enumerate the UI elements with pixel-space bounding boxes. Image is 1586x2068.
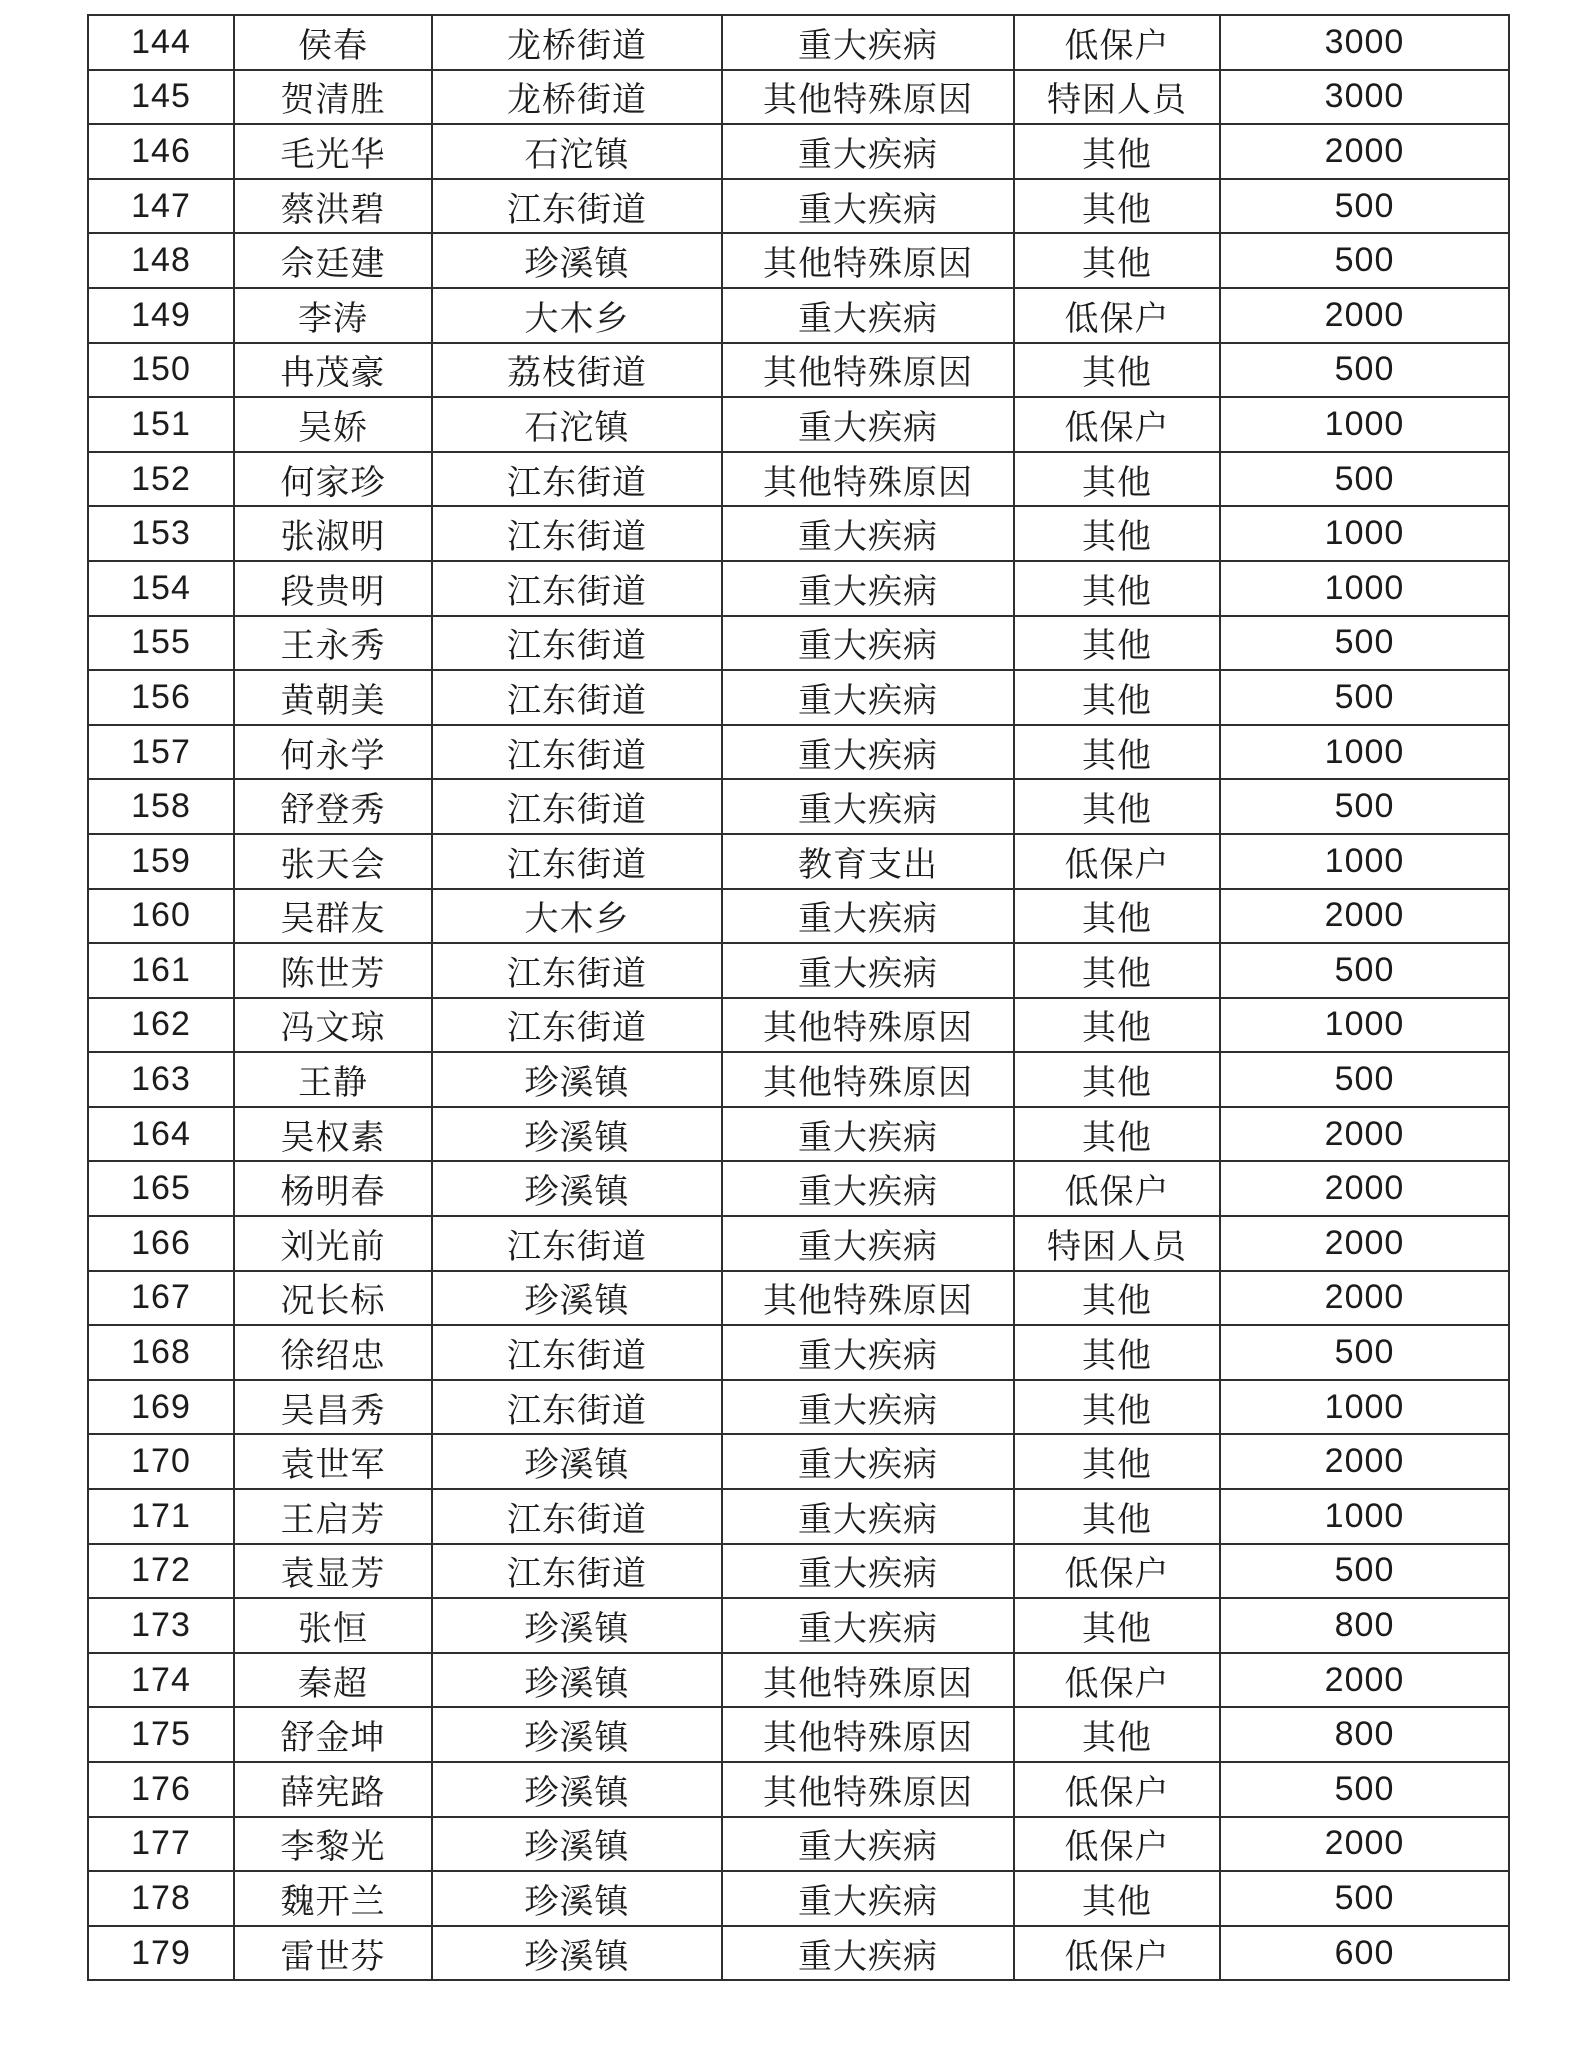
cell-category: 其他 (1014, 725, 1220, 780)
cell-name: 吴权素 (234, 1107, 432, 1162)
cell-amount: 500 (1220, 1762, 1509, 1817)
table-row (88, 779, 1509, 834)
cell-category: 低保户 (1014, 15, 1220, 70)
table-row (88, 1817, 1509, 1872)
cell-name: 张淑明 (234, 506, 432, 561)
table-row (88, 998, 1509, 1053)
table-row (88, 725, 1509, 780)
table-row (88, 1926, 1509, 1981)
cell-category: 低保户 (1014, 288, 1220, 343)
cell-amount: 3000 (1220, 70, 1509, 125)
cell-reason: 重大疾病 (722, 1926, 1014, 1981)
cell-index: 167 (88, 1271, 234, 1326)
cell-amount: 500 (1220, 179, 1509, 234)
cell-index: 151 (88, 397, 234, 452)
cell-name: 吴群友 (234, 889, 432, 944)
cell-reason: 重大疾病 (722, 943, 1014, 998)
cell-town: 龙桥街道 (432, 15, 722, 70)
cell-reason: 重大疾病 (722, 1434, 1014, 1489)
cell-reason: 重大疾病 (722, 779, 1014, 834)
cell-name: 黄朝美 (234, 670, 432, 725)
table-row (88, 288, 1509, 343)
table-row (88, 70, 1509, 125)
cell-index: 164 (88, 1107, 234, 1162)
cell-amount: 500 (1220, 943, 1509, 998)
cell-amount: 3000 (1220, 15, 1509, 70)
cell-category: 其他 (1014, 1871, 1220, 1926)
cell-index: 174 (88, 1653, 234, 1708)
cell-name: 毛光华 (234, 124, 432, 179)
table-row (88, 1762, 1509, 1817)
cell-name: 秦超 (234, 1653, 432, 1708)
table-row (88, 15, 1509, 70)
cell-name: 张恒 (234, 1598, 432, 1653)
cell-reason: 重大疾病 (722, 1817, 1014, 1872)
cell-category: 低保户 (1014, 1817, 1220, 1872)
cell-amount: 2000 (1220, 1434, 1509, 1489)
cell-index: 179 (88, 1926, 234, 1981)
cell-town: 江东街道 (432, 506, 722, 561)
cell-town: 江东街道 (432, 779, 722, 834)
cell-index: 165 (88, 1161, 234, 1216)
cell-amount: 2000 (1220, 1817, 1509, 1872)
cell-amount: 2000 (1220, 1161, 1509, 1216)
cell-name: 王静 (234, 1052, 432, 1107)
cell-index: 161 (88, 943, 234, 998)
cell-name: 王永秀 (234, 616, 432, 671)
cell-name: 魏开兰 (234, 1871, 432, 1926)
cell-reason: 重大疾病 (722, 616, 1014, 671)
cell-index: 162 (88, 998, 234, 1053)
cell-category: 其他 (1014, 124, 1220, 179)
table-row (88, 1161, 1509, 1216)
cell-category: 其他 (1014, 343, 1220, 398)
cell-reason: 重大疾病 (722, 1544, 1014, 1599)
table-row (88, 889, 1509, 944)
table-row (88, 1271, 1509, 1326)
cell-name: 况长标 (234, 1271, 432, 1326)
cell-name: 刘光前 (234, 1216, 432, 1271)
cell-amount: 500 (1220, 233, 1509, 288)
cell-index: 149 (88, 288, 234, 343)
cell-name: 吴娇 (234, 397, 432, 452)
table-row (88, 670, 1509, 725)
cell-amount: 500 (1220, 1544, 1509, 1599)
cell-name: 陈世芳 (234, 943, 432, 998)
table-row (88, 1434, 1509, 1489)
cell-town: 珍溪镇 (432, 1762, 722, 1817)
cell-reason: 重大疾病 (722, 1380, 1014, 1435)
cell-town: 江东街道 (432, 452, 722, 507)
cell-index: 159 (88, 834, 234, 889)
table-row (88, 452, 1509, 507)
cell-category: 其他 (1014, 1598, 1220, 1653)
cell-index: 147 (88, 179, 234, 234)
cell-category: 其他 (1014, 1380, 1220, 1435)
table-row (88, 1052, 1509, 1107)
cell-amount: 2000 (1220, 1271, 1509, 1326)
cell-category: 其他 (1014, 616, 1220, 671)
cell-category: 其他 (1014, 1707, 1220, 1762)
cell-index: 155 (88, 616, 234, 671)
cell-town: 珍溪镇 (432, 1434, 722, 1489)
cell-amount: 500 (1220, 779, 1509, 834)
cell-amount: 500 (1220, 1052, 1509, 1107)
cell-category: 其他 (1014, 179, 1220, 234)
cell-index: 158 (88, 779, 234, 834)
table-row (88, 1653, 1509, 1708)
cell-index: 177 (88, 1817, 234, 1872)
cell-amount: 2000 (1220, 1653, 1509, 1708)
cell-amount: 2000 (1220, 124, 1509, 179)
cell-category: 其他 (1014, 233, 1220, 288)
table-row (88, 1325, 1509, 1380)
cell-name: 舒金坤 (234, 1707, 432, 1762)
cell-name: 张天会 (234, 834, 432, 889)
table-row (88, 1107, 1509, 1162)
cell-name: 冯文琼 (234, 998, 432, 1053)
cell-amount: 800 (1220, 1598, 1509, 1653)
cell-town: 大木乡 (432, 288, 722, 343)
table-row (88, 343, 1509, 398)
cell-amount: 1000 (1220, 1489, 1509, 1544)
cell-index: 176 (88, 1762, 234, 1817)
table-row (88, 834, 1509, 889)
cell-reason: 其他特殊原因 (722, 343, 1014, 398)
cell-category: 特困人员 (1014, 70, 1220, 125)
cell-town: 江东街道 (432, 943, 722, 998)
cell-index: 150 (88, 343, 234, 398)
cell-town: 珍溪镇 (432, 1653, 722, 1708)
cell-category: 低保户 (1014, 1926, 1220, 1981)
cell-reason: 重大疾病 (722, 1489, 1014, 1544)
cell-name: 何家珍 (234, 452, 432, 507)
table-row (88, 616, 1509, 671)
table-body (88, 15, 1509, 1980)
cell-reason: 重大疾病 (722, 179, 1014, 234)
cell-category: 其他 (1014, 670, 1220, 725)
cell-category: 其他 (1014, 1052, 1220, 1107)
cell-town: 江东街道 (432, 616, 722, 671)
cell-index: 153 (88, 506, 234, 561)
cell-category: 其他 (1014, 943, 1220, 998)
cell-index: 154 (88, 561, 234, 616)
cell-index: 144 (88, 15, 234, 70)
cell-index: 172 (88, 1544, 234, 1599)
cell-category: 低保户 (1014, 1762, 1220, 1817)
cell-category: 其他 (1014, 1489, 1220, 1544)
cell-category: 其他 (1014, 1107, 1220, 1162)
cell-town: 江东街道 (432, 834, 722, 889)
cell-index: 171 (88, 1489, 234, 1544)
cell-town: 珍溪镇 (432, 1052, 722, 1107)
cell-name: 薛宪路 (234, 1762, 432, 1817)
table-row (88, 179, 1509, 234)
cell-reason: 重大疾病 (722, 397, 1014, 452)
cell-name: 段贵明 (234, 561, 432, 616)
cell-category: 其他 (1014, 1434, 1220, 1489)
table-row (88, 124, 1509, 179)
cell-category: 其他 (1014, 779, 1220, 834)
cell-name: 蔡洪碧 (234, 179, 432, 234)
table-row (88, 1380, 1509, 1435)
cell-town: 珍溪镇 (432, 1871, 722, 1926)
table-row (88, 1598, 1509, 1653)
cell-index: 145 (88, 70, 234, 125)
cell-index: 173 (88, 1598, 234, 1653)
table-row (88, 233, 1509, 288)
cell-reason: 其他特殊原因 (722, 452, 1014, 507)
cell-name: 冉茂豪 (234, 343, 432, 398)
cell-amount: 500 (1220, 1325, 1509, 1380)
cell-name: 贺清胜 (234, 70, 432, 125)
cell-town: 珍溪镇 (432, 233, 722, 288)
cell-reason: 重大疾病 (722, 1107, 1014, 1162)
cell-category: 低保户 (1014, 397, 1220, 452)
cell-index: 148 (88, 233, 234, 288)
cell-reason: 重大疾病 (722, 124, 1014, 179)
cell-town: 珍溪镇 (432, 1107, 722, 1162)
cell-amount: 500 (1220, 670, 1509, 725)
cell-amount: 500 (1220, 616, 1509, 671)
cell-town: 大木乡 (432, 889, 722, 944)
cell-town: 江东街道 (432, 998, 722, 1053)
cell-index: 152 (88, 452, 234, 507)
table-row (88, 397, 1509, 452)
cell-category: 其他 (1014, 561, 1220, 616)
cell-town: 石沱镇 (432, 124, 722, 179)
cell-name: 雷世芬 (234, 1926, 432, 1981)
cell-index: 170 (88, 1434, 234, 1489)
cell-town: 江东街道 (432, 179, 722, 234)
cell-category: 低保户 (1014, 834, 1220, 889)
cell-reason: 其他特殊原因 (722, 233, 1014, 288)
cell-index: 157 (88, 725, 234, 780)
table-row (88, 506, 1509, 561)
cell-amount: 500 (1220, 1871, 1509, 1926)
cell-index: 146 (88, 124, 234, 179)
cell-reason: 重大疾病 (722, 15, 1014, 70)
cell-reason: 其他特殊原因 (722, 1762, 1014, 1817)
cell-amount: 1000 (1220, 998, 1509, 1053)
cell-name: 杨明春 (234, 1161, 432, 1216)
table-row (88, 943, 1509, 998)
assistance-table (87, 14, 1510, 1981)
cell-amount: 600 (1220, 1926, 1509, 1981)
cell-amount: 1000 (1220, 725, 1509, 780)
table-row (88, 1544, 1509, 1599)
cell-index: 156 (88, 670, 234, 725)
cell-reason: 其他特殊原因 (722, 1707, 1014, 1762)
cell-index: 166 (88, 1216, 234, 1271)
table-row (88, 1489, 1509, 1544)
cell-amount: 1000 (1220, 506, 1509, 561)
cell-category: 特困人员 (1014, 1216, 1220, 1271)
cell-reason: 其他特殊原因 (722, 1271, 1014, 1326)
cell-reason: 重大疾病 (722, 1871, 1014, 1926)
cell-town: 珍溪镇 (432, 1926, 722, 1981)
cell-index: 163 (88, 1052, 234, 1107)
cell-reason: 重大疾病 (722, 1161, 1014, 1216)
cell-amount: 800 (1220, 1707, 1509, 1762)
cell-reason: 重大疾病 (722, 506, 1014, 561)
cell-index: 160 (88, 889, 234, 944)
cell-reason: 其他特殊原因 (722, 1653, 1014, 1708)
cell-category: 低保户 (1014, 1161, 1220, 1216)
cell-town: 龙桥街道 (432, 70, 722, 125)
cell-reason: 重大疾病 (722, 725, 1014, 780)
cell-name: 吴昌秀 (234, 1380, 432, 1435)
cell-town: 江东街道 (432, 561, 722, 616)
cell-reason: 重大疾病 (722, 561, 1014, 616)
cell-name: 李黎光 (234, 1817, 432, 1872)
table-row (88, 561, 1509, 616)
cell-town: 江东街道 (432, 1489, 722, 1544)
cell-name: 李涛 (234, 288, 432, 343)
cell-town: 江东街道 (432, 1216, 722, 1271)
cell-name: 舒登秀 (234, 779, 432, 834)
cell-town: 珍溪镇 (432, 1817, 722, 1872)
cell-reason: 重大疾病 (722, 1216, 1014, 1271)
cell-amount: 2000 (1220, 889, 1509, 944)
cell-reason: 重大疾病 (722, 288, 1014, 343)
table-row (88, 1707, 1509, 1762)
cell-town: 珍溪镇 (432, 1271, 722, 1326)
cell-reason: 其他特殊原因 (722, 998, 1014, 1053)
cell-town: 江东街道 (432, 725, 722, 780)
cell-amount: 2000 (1220, 288, 1509, 343)
cell-category: 其他 (1014, 1271, 1220, 1326)
cell-amount: 1000 (1220, 561, 1509, 616)
cell-reason: 教育支出 (722, 834, 1014, 889)
cell-amount: 1000 (1220, 834, 1509, 889)
cell-amount: 500 (1220, 343, 1509, 398)
cell-index: 168 (88, 1325, 234, 1380)
cell-category: 其他 (1014, 889, 1220, 944)
cell-reason: 重大疾病 (722, 670, 1014, 725)
cell-amount: 2000 (1220, 1107, 1509, 1162)
cell-amount: 500 (1220, 452, 1509, 507)
cell-name: 佘廷建 (234, 233, 432, 288)
cell-reason: 重大疾病 (722, 889, 1014, 944)
cell-name: 侯春 (234, 15, 432, 70)
cell-category: 其他 (1014, 452, 1220, 507)
cell-index: 178 (88, 1871, 234, 1926)
cell-index: 175 (88, 1707, 234, 1762)
cell-index: 169 (88, 1380, 234, 1435)
cell-reason: 其他特殊原因 (722, 70, 1014, 125)
cell-category: 其他 (1014, 998, 1220, 1053)
cell-name: 袁显芳 (234, 1544, 432, 1599)
cell-name: 王启芳 (234, 1489, 432, 1544)
cell-town: 珍溪镇 (432, 1598, 722, 1653)
cell-reason: 其他特殊原因 (722, 1052, 1014, 1107)
cell-town: 江东街道 (432, 1544, 722, 1599)
cell-name: 何永学 (234, 725, 432, 780)
cell-town: 石沱镇 (432, 397, 722, 452)
cell-town: 荔枝街道 (432, 343, 722, 398)
cell-reason: 重大疾病 (722, 1598, 1014, 1653)
cell-name: 徐绍忠 (234, 1325, 432, 1380)
table-row (88, 1216, 1509, 1271)
cell-town: 江东街道 (432, 1325, 722, 1380)
table-row (88, 1871, 1509, 1926)
cell-category: 其他 (1014, 506, 1220, 561)
cell-category: 低保户 (1014, 1544, 1220, 1599)
cell-amount: 2000 (1220, 1216, 1509, 1271)
cell-town: 江东街道 (432, 1380, 722, 1435)
cell-category: 低保户 (1014, 1653, 1220, 1708)
cell-category: 其他 (1014, 1325, 1220, 1380)
cell-name: 袁世军 (234, 1434, 432, 1489)
cell-town: 珍溪镇 (432, 1161, 722, 1216)
cell-town: 珍溪镇 (432, 1707, 722, 1762)
cell-town: 江东街道 (432, 670, 722, 725)
cell-amount: 1000 (1220, 397, 1509, 452)
cell-amount: 1000 (1220, 1380, 1509, 1435)
cell-reason: 重大疾病 (722, 1325, 1014, 1380)
